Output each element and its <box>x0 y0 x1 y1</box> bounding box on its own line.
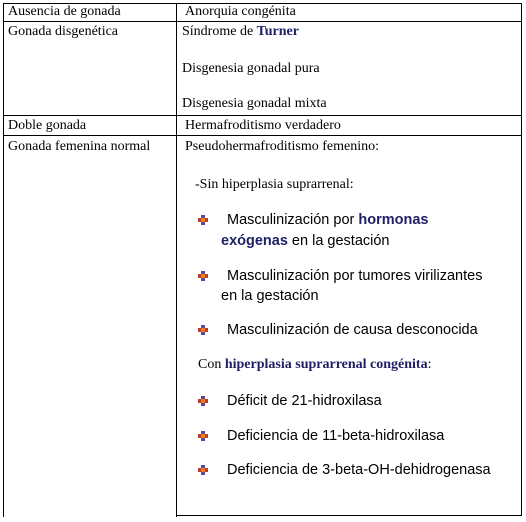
section2-prefix: Con <box>198 357 225 372</box>
disgenesia-mixta: Disgenesia gonadal mixta <box>182 96 327 111</box>
table-border-bottom <box>176 515 522 516</box>
disgenesia-pura: Disgenesia gonadal pura <box>182 61 320 76</box>
item-tumores-line1: Masculinización por tumores virilizantes <box>227 268 483 284</box>
table-border-right <box>521 3 522 515</box>
row2-left-cell: Gonada disgenética <box>8 24 119 39</box>
item-21-hidroxilasa: Déficit de 21-hidroxilasa <box>227 393 382 409</box>
bullet-icon <box>198 215 208 225</box>
section2-bold: hiperplasia suprarrenal congénita <box>224 357 428 372</box>
pseudo-title: Pseudohermafroditismo femenino: <box>185 139 380 154</box>
row1-left-cell: Ausencia de gonada <box>8 4 121 19</box>
table-border-left <box>3 3 4 517</box>
row-divider-3 <box>3 135 522 136</box>
item-hormonas-rest: en la gestación <box>287 233 390 249</box>
item-desconocida: Masculinización de causa desconocida <box>227 322 478 338</box>
bullet-icon <box>198 396 208 406</box>
row1-right-cell: Anorquia congénita <box>185 4 296 19</box>
section2-heading <box>198 357 432 373</box>
row-divider-2 <box>3 115 522 116</box>
bullet-icon <box>198 325 208 335</box>
item-hormonas-line1 <box>227 212 428 228</box>
section2-suffix: : <box>427 357 432 372</box>
row3-right-cell: Hermafroditismo verdadero <box>185 118 341 133</box>
turner-line <box>182 24 299 40</box>
section1-heading: -Sin hiperplasia suprarrenal: <box>195 177 354 192</box>
bullet-icon <box>198 271 208 281</box>
item-hormonas-line2 <box>221 233 389 249</box>
item-3-beta: Deficiencia de 3-beta-OH-dehidrogenasa <box>227 462 491 478</box>
item-exogenas-bold: exógenas <box>221 233 288 249</box>
turner-bold: Turner <box>256 24 299 39</box>
bullet-icon <box>198 431 208 441</box>
item-11-beta: Deficiencia de 11-beta-hidroxilasa <box>227 428 445 444</box>
item-hormonas-pre: Masculinización por <box>227 212 359 228</box>
item-tumores-line2: en la gestación <box>221 288 319 304</box>
item-hormonas-bold: hormonas <box>358 212 429 228</box>
row-divider-1 <box>3 21 522 22</box>
turner-prefix: Síndrome de <box>182 24 257 39</box>
row4-left-cell: Gonada femenina normal <box>8 139 151 154</box>
row3-left-cell: Doble gonada <box>8 118 87 133</box>
bullet-icon <box>198 465 208 475</box>
column-divider <box>176 3 177 517</box>
